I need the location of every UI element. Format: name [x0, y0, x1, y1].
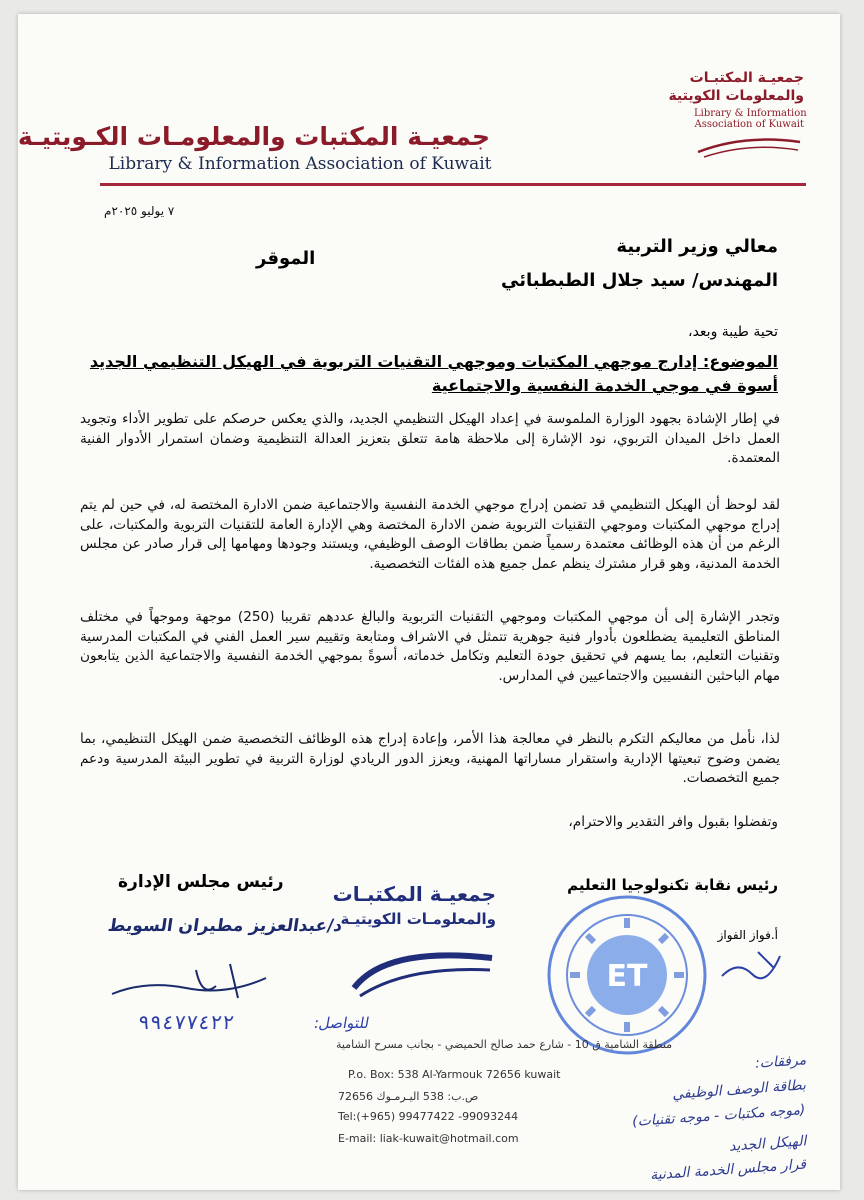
header-logo: [668, 70, 807, 164]
subject-line1: الموضوع: إدارج موجهي المكتبات وموجهي التقنيات التربوية في الهيكل التنظيمي الجديد: [89, 352, 778, 371]
footer-email: E-mail: liak-kuwait@hotmail.com: [338, 1132, 519, 1145]
footer-telephone: Tel:(+965) 99477422 -99093244: [338, 1110, 519, 1123]
subject-line2: أسوة في موجي الخدمة النفسية والاجتماعية: [431, 376, 778, 395]
right-signature-icon: [718, 946, 788, 986]
body-paragraph-1: في إطار الإشادة بجهود الوزارة الملموسة في إعداد الهيكل التنظيمي الجديد، والذي يعكس حرصكم على تطوير الأداء وتجويد العمل داخل الميدان التربوي، نود الإشارة إلى ملاحظة هامة تتعلق بتعزيز العدالة التنظيمية وضمان استمرار الأدوار الفنية المعتمدة.: [80, 411, 780, 466]
logo-english-line1: Library & Information: [694, 108, 807, 119]
closing-line: وتفضلوا بقبول وافر التقدير والاحترام،: [568, 814, 778, 830]
recipient-line2: المهندس/ سيد جلال الطبطبائي: [501, 270, 778, 291]
attachment-item: بطاقة الوصف الوظيفي: [671, 1077, 807, 1103]
logo-english-line2: Association of Kuwait: [694, 119, 804, 130]
footer-address-arabic: منطقة الشامية ق 10 - شارع حمد صالح الحميضي - بجانب مسرح الشامية: [336, 1038, 673, 1051]
right-signatory-name: أ.فواز الفواز: [717, 928, 778, 942]
recipient-line1: معالي وزير التربية: [616, 236, 778, 257]
body-paragraph-2: لقد لوحظ أن الهيكل التنظيمي قد تضمن إدراج موجهي الخدمة النفسية والاجتماعية ضمن الادارة المختصة له، في حين لم يتم إدراج موجهي المكتبات وموجهي التقنيات التربوية ضمن الادارة المختصة وهي الإدارة العامة للتقنيات التربوية والمكتبات، على الرغم من أن هذه الوظائف معتمدة رسمياً ضمن بطاقات الوصف الوظيفي، ويستند وجودها ومهامها إلى قرار صادر عن مجلس الخدمة المدنية، وهو قرار مشترك ينظم عمل جميع هذه الفئات التخصصية.: [80, 497, 780, 572]
left-signatory-name: د/عبدالعزيز مطيران السويط: [106, 916, 344, 936]
body-paragraph-4: لذا، نأمل من معاليكم التكرم بالنظر في معالجة هذا الأمر، وإعادة إدراج هذه الوظائف التخصصية ضمن الهيكل التنظيمي، بما يضمن وضوح تبعيتها الإدارية واستقرار مساراتها المهنية، ويعزز الدور الريادي لوزارة التربية في تطوير البيئة المدرسية ودعم جميع التخصصات.: [80, 731, 780, 786]
contact-number: ٩٩٤٧٧٤٢٢: [136, 1010, 236, 1034]
attachments-title: مرفقات:: [754, 1052, 807, 1072]
recipient-honorific: الموقر: [256, 248, 316, 269]
footer-po-box-arabic: ص.ب: 538 اليـرمـوك 72656: [338, 1090, 479, 1103]
footer-po-box-english: P.o. Box: 538 Al-Yarmouk 72656 kuwait: [348, 1068, 561, 1081]
center-logo-line1: جمعيـة المكتبـات: [332, 882, 496, 906]
attachment-item: الهيكل الجديد: [728, 1133, 807, 1155]
contact-label: للتواصل:: [312, 1014, 371, 1032]
letter-date: ٧ يوليو ٢٠٢٥م: [104, 204, 175, 218]
center-logo-line2: والمعلومـات الكويتيـة: [340, 910, 496, 928]
center-logo-swoosh-icon: [346, 940, 496, 1000]
logo-arabic-line1: جمعيـة المكتبـات: [689, 70, 804, 86]
logo-arabic-line2: والمعلومات الكويتية: [668, 88, 804, 104]
org-name-arabic: جمعيـة المكتبات والمعلومـات الكـويتيـة: [18, 122, 490, 151]
left-signatory-title: رئيس مجلس الإدارة: [118, 872, 284, 892]
body-paragraph-3: وتجدر الإشارة إلى أن موجهي المكتبات وموجهي التقنيات التربوية والبالغ عددهم تقريبا (250) موجهة وموجهاً في مختلف المناطق التعليمية يضطلعون بأدوار فنية جوهرية تتمثل في الاشراف ومتابعة وتقييم سير العمل الفني في المكتبات المدرسية وتقنيات التعليم، بما يسهم في تحقيق جودة التعليم وتكامل خدماته، أسوةً بموجهي الخدمة النفسية والاجتماعية الذين يتابعون مهام الباحثين النفسيين والاجتماعيين في المدارس.: [80, 609, 780, 684]
letter-page: [18, 14, 840, 1190]
official-stamp-icon: [542, 890, 712, 1060]
attachment-item: قرار مجلس الخدمة المدنية: [649, 1156, 807, 1184]
logo-swoosh-icon: [694, 130, 804, 160]
left-signature-icon: [106, 958, 276, 1008]
right-signatory-title: رئيس نقابة تكنولوجيا التعليم: [567, 876, 778, 894]
org-name-english: Library & Information Association of Kuwait: [108, 154, 492, 174]
center-association-logo: [332, 882, 496, 1002]
attachment-item: (موجه مكتبات - موجه تقنيات): [632, 1101, 807, 1131]
stamp-letters: ET: [606, 959, 648, 994]
greeting: تحية طيبة وبعد،: [688, 324, 778, 340]
header-divider: [100, 183, 806, 186]
